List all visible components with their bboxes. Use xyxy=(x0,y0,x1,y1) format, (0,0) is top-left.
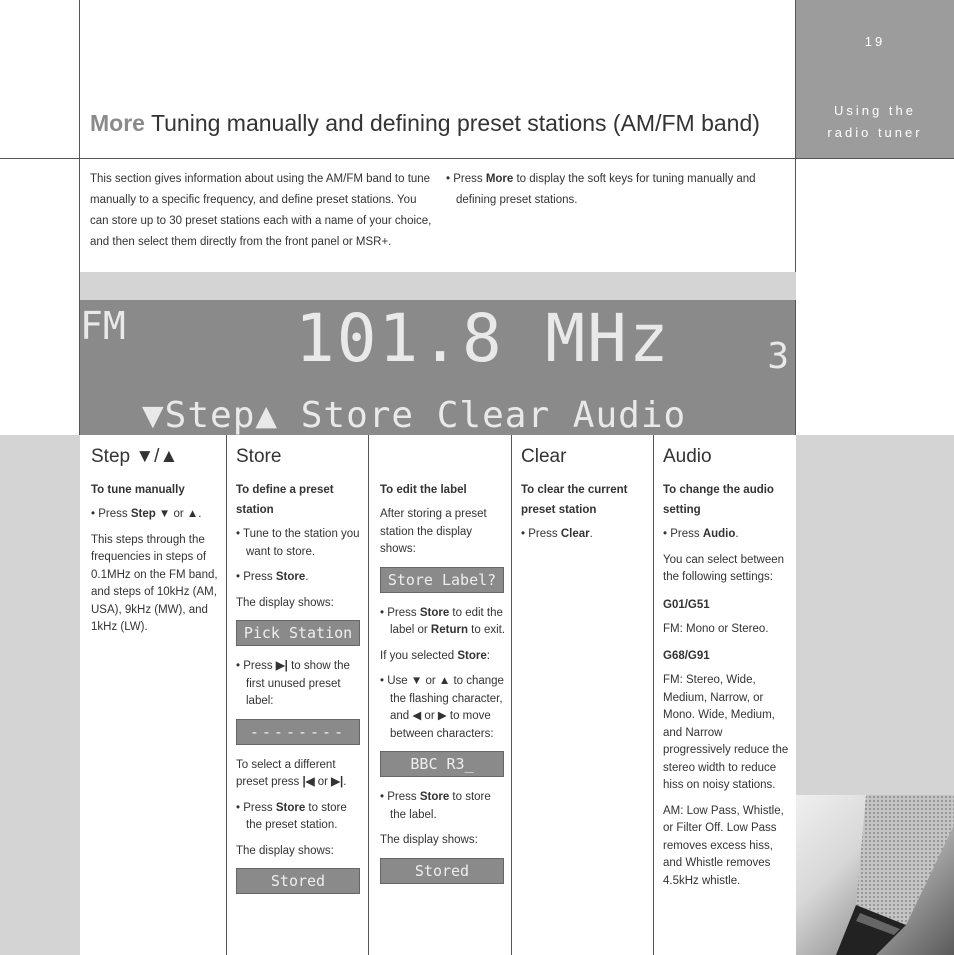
edit-intro: After storing a preset station the display shows: xyxy=(380,508,487,555)
audio-subheading: To change the audio setting xyxy=(663,484,774,516)
title-text: Tuning manually and defining preset stations (AM/FM band) xyxy=(150,110,760,136)
txt: or xyxy=(314,776,332,788)
section-title xyxy=(796,100,954,144)
txt: • Press xyxy=(236,660,276,672)
title-prefix: More xyxy=(90,110,145,136)
txt: To select a different preset press xyxy=(236,758,336,788)
txt: • Press xyxy=(521,528,561,540)
txt-bold: Step xyxy=(130,508,156,520)
edit-selected-note xyxy=(380,648,506,666)
txt: • Press xyxy=(236,571,276,583)
txt: ▼ or ▲. xyxy=(155,508,202,520)
txt: . xyxy=(735,528,739,540)
txt: to store the preset station. xyxy=(246,801,347,831)
clear-heading: Clear xyxy=(521,446,567,467)
txt: • Press xyxy=(380,606,420,619)
txt-bold: Return xyxy=(430,624,468,636)
edit-subheading: To edit the label xyxy=(380,484,467,496)
store-bullet-press xyxy=(236,569,362,587)
left-margin-panel xyxy=(0,435,80,955)
store-column xyxy=(236,444,362,906)
txt: to store the label. xyxy=(390,791,491,821)
lcd-frequency: 101.8 MHz xyxy=(295,300,671,377)
store-display-note-2: The display shows: xyxy=(236,844,334,857)
section-title-line2: radio tuner xyxy=(827,125,923,140)
txt: • Press xyxy=(663,528,703,540)
store-bullet-tune: • Tune to the station you want to store. xyxy=(236,528,360,558)
lcd-blank-label: -------- xyxy=(236,719,360,745)
intro-bullet-bold: More xyxy=(485,173,514,185)
lcd-preset-number: 3 xyxy=(767,336,789,377)
right-frame-line xyxy=(795,0,796,435)
txt: : xyxy=(486,649,490,662)
audio-model-g68: G68/G91 xyxy=(663,650,710,662)
store-display-note: The display shows: xyxy=(236,596,334,609)
txt: to exit. xyxy=(467,624,506,636)
txt: • Press xyxy=(236,801,276,814)
audio-column xyxy=(663,444,789,898)
store-heading: Store xyxy=(236,446,282,467)
previous-track-icon: |◀ xyxy=(302,776,315,788)
edit-bullet-press xyxy=(380,605,506,640)
lcd-softkeys: ▼Step▲ Store Clear Audio xyxy=(142,395,687,435)
lcd-store-label: Store Label? xyxy=(380,567,504,593)
header-divider xyxy=(0,158,954,159)
step-bullet xyxy=(91,506,219,524)
intro-bullet-post: to display the soft keys for tuning manually and defining preset stations. xyxy=(456,173,756,206)
audio-g68-am-text: AM: Low Pass, Whistle, or Filter Off. Low Pass removes excess hiss, and Whistle removes 4.5kHz whistle. xyxy=(663,804,784,887)
column-divider-2 xyxy=(368,435,369,955)
intro-text: This section gives information about using the AM/FM band to tune manually to a specific frequency, and define preset stations. You can store up to 30 preset stations each with a name of your choice, and then select them directly from the front panel or MSR+. xyxy=(90,173,432,248)
txt: . xyxy=(305,571,309,583)
txt: • Press xyxy=(380,791,420,803)
column-divider-3 xyxy=(511,435,512,955)
step-description: This steps through the frequencies in steps of 0.1MHz on the FM band, and steps of 10kHz (AM, USA), 9kHz (MW), and 1kHz (LW). xyxy=(91,533,218,633)
lcd-display xyxy=(80,300,795,435)
step-column xyxy=(91,444,219,645)
txt-bold: Audio xyxy=(702,528,736,540)
lcd-stored-2: Stored xyxy=(380,858,504,884)
txt: . xyxy=(343,776,347,788)
next-track-icon: ▶| xyxy=(331,776,344,788)
lcd-stored: Stored xyxy=(236,868,360,894)
audio-heading: Audio xyxy=(663,446,712,467)
audio-settings-intro: You can select between the following settings: xyxy=(663,553,785,583)
intro-bullet xyxy=(446,169,786,211)
lcd-band: FM xyxy=(80,304,126,348)
lcd-bbc-r3: BBC R3_ xyxy=(380,751,504,777)
edit-display-note: The display shows: xyxy=(380,834,478,846)
clear-subheading: To clear the current preset station xyxy=(521,484,628,516)
microphone-image xyxy=(796,795,954,955)
grey-band xyxy=(80,272,796,300)
txt: • Press xyxy=(91,508,131,520)
store-bullet-store xyxy=(236,800,362,835)
page-title xyxy=(90,110,760,137)
store-subheading: To define a preset station xyxy=(236,484,334,516)
intro-bullet-pre: • Press xyxy=(446,173,486,185)
txt: If you selected xyxy=(380,649,458,662)
step-subheading: To tune manually xyxy=(91,484,185,496)
right-margin-panel xyxy=(796,435,954,795)
store-select-note xyxy=(236,757,362,792)
txt: to show the first unused preset label: xyxy=(246,660,350,707)
txt-bold: Store xyxy=(457,649,487,662)
txt-bold: Store xyxy=(419,791,450,803)
txt-bold: Clear xyxy=(560,528,590,540)
clear-bullet xyxy=(521,526,647,544)
step-heading: Step ▼/▲ xyxy=(91,446,179,467)
page-number: 19 xyxy=(864,34,886,49)
txt: to edit the label or xyxy=(390,606,503,636)
txt: . xyxy=(589,528,593,540)
edit-bullet-store xyxy=(380,789,506,824)
edit-label-column xyxy=(380,480,506,896)
column-divider-1 xyxy=(226,435,227,955)
audio-model-g01: G01/G51 xyxy=(663,598,710,611)
store-bullet-next xyxy=(236,658,362,711)
microphone-photo xyxy=(796,795,954,955)
lcd-pick-station: Pick Station xyxy=(236,620,360,646)
column-divider-4 xyxy=(653,435,654,955)
txt-bold: Store xyxy=(419,606,450,619)
edit-bullet-use: • Use ▼ or ▲ to change the flashing character, and ◀ or ▶ to move between characters: xyxy=(380,675,504,740)
txt-bold: Store xyxy=(275,571,306,583)
audio-g01-text: FM: Mono or Stereo. xyxy=(663,622,769,635)
clear-column xyxy=(521,444,647,552)
audio-g68-fm-text: FM: Stereo, Wide, Medium, Narrow, or Mono. Wide, Medium, and Narrow progressively reduce the stereo width to reduce hiss on noisy stations. xyxy=(663,674,789,791)
txt-bold: Store xyxy=(275,801,306,814)
audio-bullet xyxy=(663,526,789,544)
section-title-line1: Using the xyxy=(834,103,916,118)
next-track-icon: ▶| xyxy=(275,660,288,672)
